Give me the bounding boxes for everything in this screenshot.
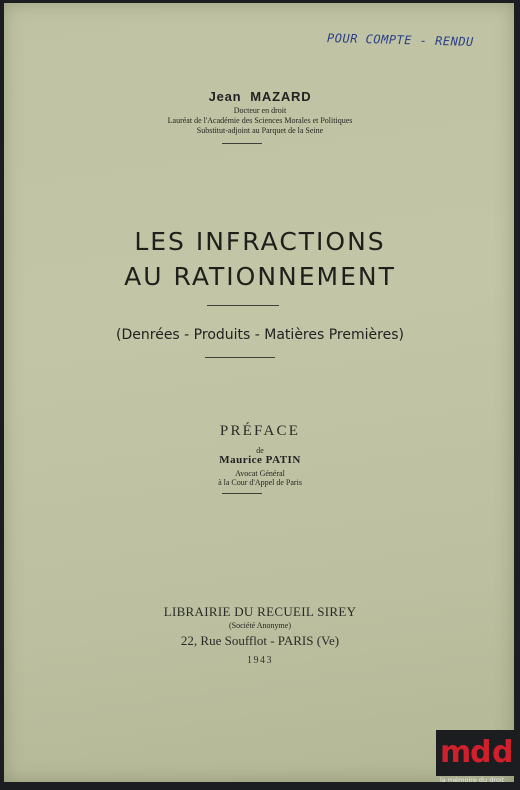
divider-rule — [207, 305, 279, 306]
publisher-address: 22, Rue Soufflot - PARIS (Ve) — [180, 633, 340, 648]
author-first-name: Jean — [208, 89, 242, 104]
svg-text:d: d — [470, 735, 492, 770]
title-line-1: LES INFRACTIONS — [134, 227, 386, 256]
subtitle: (Denrées - Produits - Matières Premières) — [116, 327, 404, 343]
author-title-3: Substitut-adjoint au Parquet de la Seine — [196, 126, 324, 135]
logo-caption: la mémoire du droit — [440, 776, 505, 784]
publisher-name: LIBRAIRIE DU RECUEIL SIREY — [163, 604, 357, 619]
preface-author-name: Maurice PATIN — [219, 454, 301, 466]
title-line-2: AU RATIONNEMENT — [124, 262, 396, 291]
publisher-type: (Société Anonyme) — [229, 621, 291, 630]
author-title-1: Docteur en droit — [233, 106, 287, 115]
author-last-name: MAZARD — [250, 89, 312, 104]
publication-year: 1943 — [247, 655, 273, 666]
preface-de: de — [256, 446, 264, 455]
review-copy-stamp: POUR COMPTE - RENDU — [326, 31, 474, 49]
divider-rule — [222, 493, 262, 494]
svg-text:d: d — [492, 735, 514, 770]
author-title-2: Lauréat de l'Académie des Sciences Morales et Politiques — [167, 116, 353, 125]
author-name — [0, 89, 520, 104]
divider-rule — [222, 143, 262, 144]
divider-rule — [205, 357, 275, 358]
preface-heading: PRÉFACE — [219, 423, 301, 439]
preface-author-role-2: à la Cour d'Appel de Paris — [218, 478, 302, 487]
mdd-logo — [436, 730, 516, 776]
svg-text:m: m — [440, 735, 472, 770]
preface-author-role-1: Avocat Général — [235, 469, 285, 478]
